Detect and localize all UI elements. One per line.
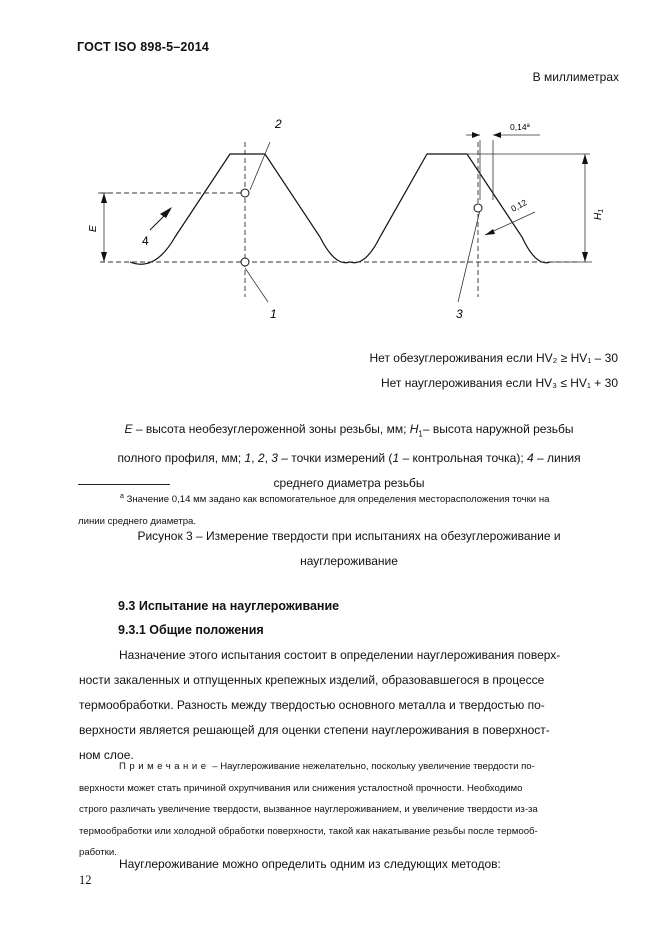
- subsection-heading: 9.3.1 Общие положения: [118, 623, 264, 637]
- note-paragraph: Примечание – Науглероживание нежелательно, поскольку увеличение твердости по- верхности может стать причиной охрупчивания или снижения усталостной прочности. Необходимо строго различать увеличение твердости, вызванное науглероживанием, и увеличение твердости из-за термообработки или холодной обработки поверхности, такой как накатывание резьбы после термооб- работки.: [79, 761, 538, 858]
- footnote-mark: a: [120, 493, 124, 500]
- label-2: 2: [275, 117, 282, 131]
- label-3: 3: [456, 307, 463, 321]
- label-h1: H: [593, 212, 604, 220]
- label-dim-014-sup: a: [526, 123, 530, 129]
- svg-text:0,14a: [510, 122, 531, 132]
- measurement-point-1: [241, 258, 249, 266]
- label-4: 4: [142, 234, 149, 248]
- methods-line: Науглероживание можно определить одним из следующих методов:: [119, 857, 501, 871]
- label-1: 1: [270, 307, 277, 321]
- label-h1-sub: 1: [598, 208, 605, 213]
- note-label: Примечание: [119, 761, 210, 772]
- label-e: E: [88, 225, 99, 232]
- body-paragraph: Назначение этого испытания состоит в определении науглероживания поверх- ности закаленных и отпущенных крепежных изделий, образовавшегося в процессе термообработки. Разность между твердостью основного металла и твердостью по- верхности является решающей для оценки степени науглероживания в поверхност- ном слое.: [79, 648, 561, 762]
- condition-carb: Нет науглероживания если HV₃ ≤ HV₁ + 30: [380, 376, 618, 390]
- footnote-rule: [78, 484, 170, 485]
- svg-text:H1: [593, 209, 605, 220]
- units-note: В миллиметрах: [532, 70, 619, 84]
- label-dim-014: 0,14: [510, 122, 527, 132]
- figure-legend: E – высота необезуглероженной зоны резьбы, мм; $H_1-$ высота наружной резьбы полного профиля, мм; 1, 2, 3 – точки измерений (1 – контрольная точка); 4 – линия среднего диаметра резьбы: [117, 422, 581, 491]
- measurement-point-2: [241, 189, 249, 197]
- thread-profile-figure: [80, 112, 620, 327]
- figure-caption: Рисунок 3 – Измерение твердости при испытаниях на обезуглероживание и науглероживание: [137, 529, 561, 568]
- label-dim-012: 0,12: [509, 197, 529, 214]
- thread-profile-line: [130, 154, 550, 264]
- page-number: 12: [79, 873, 92, 887]
- measurement-point-3: [474, 204, 482, 212]
- footnote: $^a$ Значение 0,14 мм задано как вспомогательное для определения месторасположения точки на линии среднего диаметра.: [78, 493, 550, 527]
- condition-decarb: Нет обезуглероживания если HV₂ ≥ HV₁ – 30: [369, 351, 618, 365]
- document-header: ГОСТ ISO 898-5–2014: [77, 40, 210, 54]
- section-heading: 9.3 Испытание на науглероживание: [118, 599, 340, 613]
